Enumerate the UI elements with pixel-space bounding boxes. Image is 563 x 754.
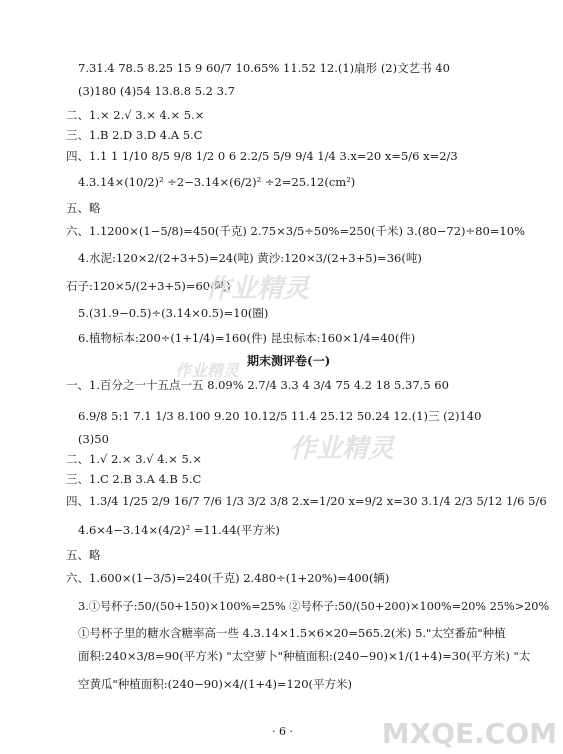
page-number: · 6 · [272,725,293,738]
answer-line-22: 3.①号杯子:50/(50+150)×100%=25% ②号杯子:50/(50+200)×100%=20% 25%>20% [78,600,550,613]
answer-line-11: 5.(31.9−0.5)÷(3.14×0.5)=10(圈) [78,306,269,320]
answer-line-9: 4.水泥:120×2/(2+3+5)=24(吨) 黄沙:120×3/(2+3+5)=36(吨) [78,251,422,265]
answer-line-15: (3)50 [78,432,109,446]
watermark: 作业精灵 [205,274,310,304]
answer-line-7: 五、略 [66,201,101,215]
answer-line-23: ①号杯子里的糖水含糖率高一些 4.3.14×1.5×6×20=565.2(米) 5."太空番茄"种植 [78,626,506,640]
answer-line-13: 一、1.百分之一十五点一五 8.09% 2.7/4 3.3 4 3/4 75 4.2 18 5.37.5 60 [66,378,449,392]
answer-line-6: 4.3.14×(10/2)² ÷2−3.14×(6/2)² ÷2=25.12(cm²) [78,175,356,189]
answer-line-24: 面积:240×3/8=90(平方米) "太空萝卜"种植面积:(240−90)×1/(1+4)=30(平方米) "太 [78,649,531,663]
answer-line-5: 四、1.1 1 1/10 8/5 9/8 1/2 0 6 2.2/5 5/9 9/4 1/4 3.x=20 x=5/6 x=2/3 [66,149,458,163]
answer-line-1: 7.31.4 78.5 8.25 15 9 60/7 10.65% 11.52 12.(1)扇形 (2)文艺书 40 [78,61,450,75]
answer-line-10: 石子:120×5/(2+3+5)=60(吨) [66,279,231,293]
watermark: 作业精灵 [290,434,395,464]
answer-line-12: 6.植物标本:200÷(1+1/4)=160(件) 昆虫标本:160×1/4=40(件) [78,331,416,345]
answer-line-18: 四、1.3/4 1/25 2/9 16/7 7/6 1/3 3/2 3/8 2.x=1/20 x=9/2 x=30 3.1/4 2/3 5/12 1/6 5/6 [66,494,547,508]
answer-line-17: 三、1.C 2.B 3.A 4.B 5.C [66,472,202,486]
answer-line-4: 三、1.B 2.D 3.D 4.A 5.C [66,128,203,142]
answer-line-3: 二、1.× 2.√ 3.× 4.× 5.× [66,108,205,122]
answer-line-16: 二、1.√ 2.× 3.√ 4.× 5.× [66,452,203,466]
answer-line-25: 空黄瓜"种植面积:(240−90)×4/(1+4)=120(平方米) [78,677,352,691]
answer-line-20: 五、略 [66,548,101,562]
answer-line-2: (3)180 (4)54 13.8.8 5.2 3.7 [78,84,235,98]
section-title: 期末测评卷(一) [247,354,331,368]
answer-line-21: 六、1.600×(1−3/5)=240(千克) 2.480÷(1+20%)=400(辆) [66,571,390,585]
answer-line-19: 4.6×4−3.14×(4/2)² =11.44(平方米) [78,523,280,537]
site-logo: MXQE.COM [381,717,557,750]
answer-line-14: 6.9/8 5:1 7.1 1/3 8.100 9.20 10.12/5 11.4 25.12 50.24 12.(1)三 (2)140 [78,409,482,423]
watermark-badge: 作业精灵 [175,361,240,380]
answer-line-8: 六、1.1200×(1−5/8)=450(千克) 2.75×3/5÷50%=250(千米) 3.(80−72)÷80=10% [66,224,525,238]
